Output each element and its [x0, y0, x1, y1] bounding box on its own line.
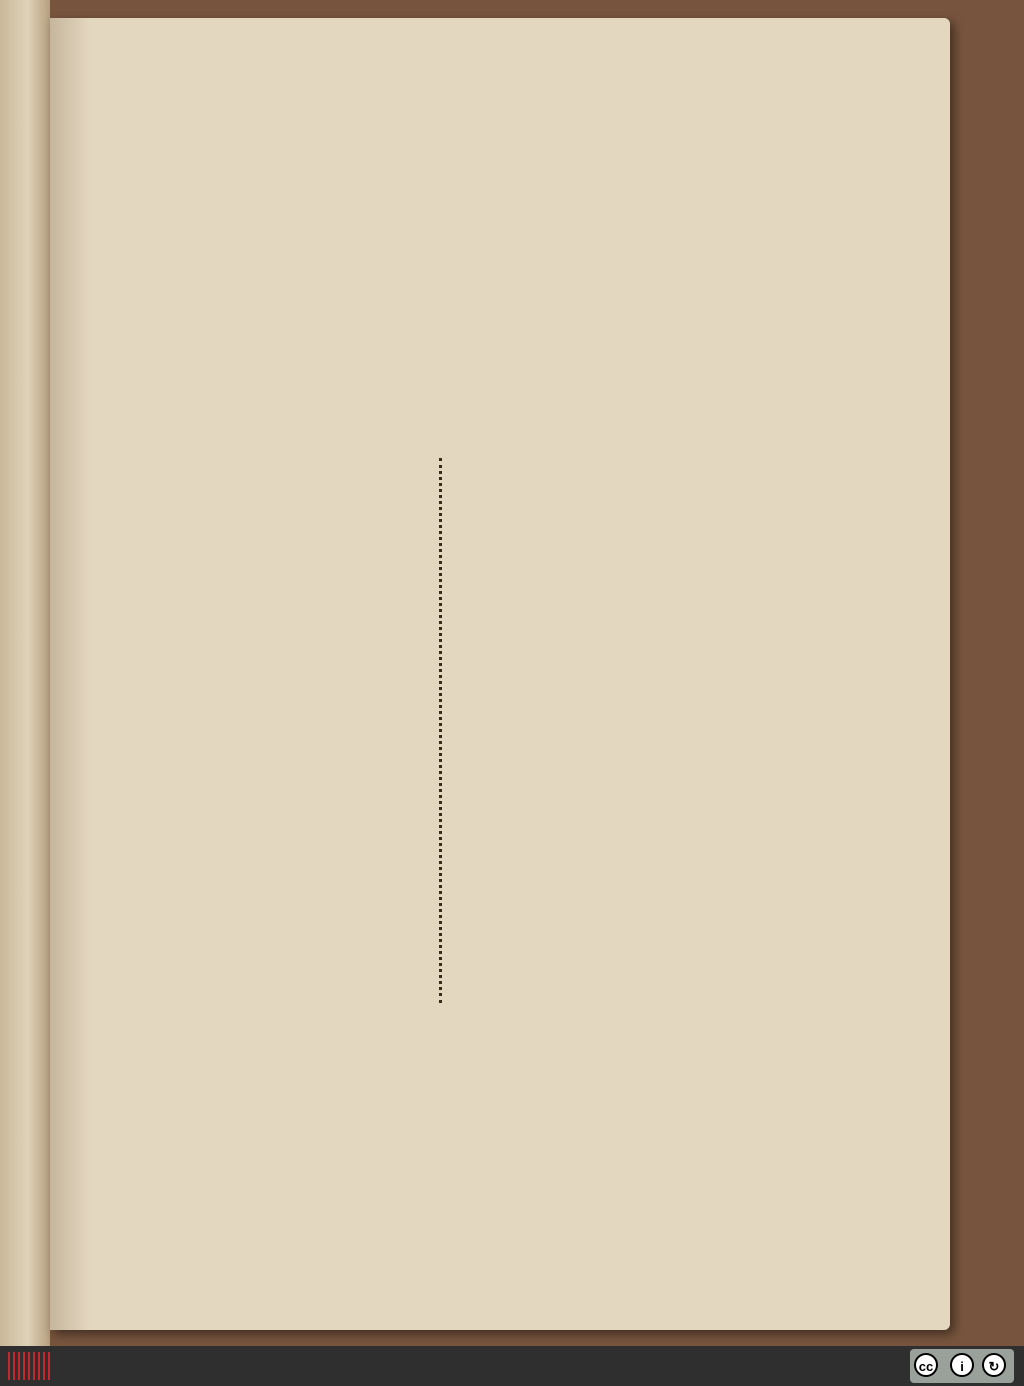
- previous-page-edge: [0, 0, 50, 1346]
- latin-column: [450, 452, 768, 538]
- book-page: [50, 18, 950, 1330]
- hab-logo-icon: [8, 1352, 50, 1380]
- greek-heading: [106, 452, 432, 530]
- sa-icon: ↻: [982, 1353, 1006, 1377]
- cc-icon: cc: [914, 1353, 938, 1377]
- latin-heading: [450, 452, 768, 530]
- greek-column: [106, 452, 432, 540]
- by-icon: i: [950, 1353, 974, 1377]
- license-badge[interactable]: [910, 1349, 1014, 1383]
- column-divider: [439, 458, 445, 1003]
- footer-bar: [0, 1346, 1024, 1386]
